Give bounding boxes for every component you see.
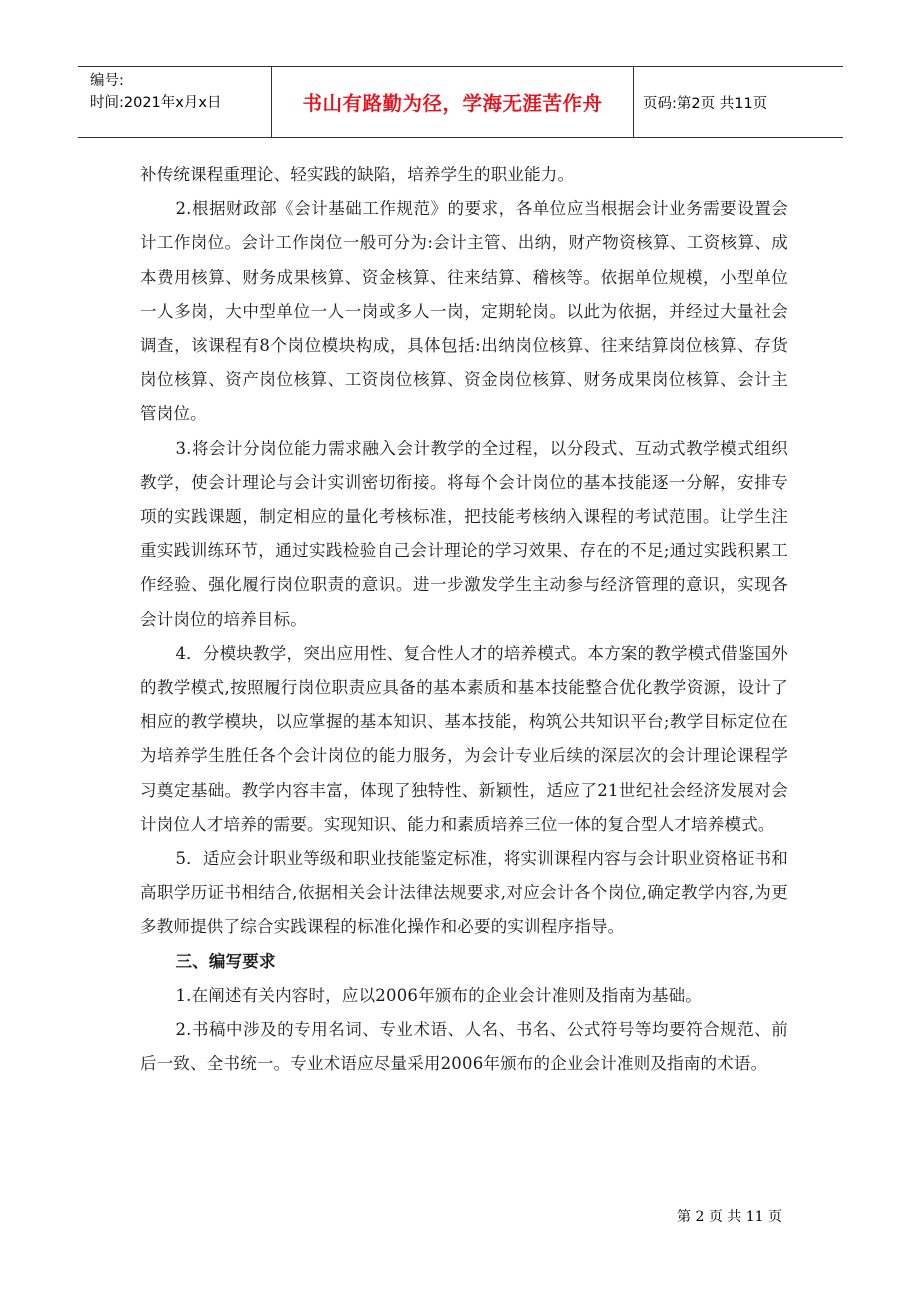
header-meta <box>78 67 272 137</box>
page-header <box>78 66 843 138</box>
document-body <box>140 158 788 1081</box>
paragraph: 2.根据财政部《会计基础工作规范》的要求，各单位应当根据会计业务需要设置会计工作岗位。会计工作岗位一般可分为:会计主管、出纳，财产物资核算、工资核算、成本费用核算、财务成果核算、资金核算、往来结算、稽核等。依据单位规模，小型单位一人多岗，大中型单位一人一岗或多人一岗，定期轮岗。以此为依据，并经过大量社会调查，该课程有8个岗位模块构成，具体包括:出纳岗位核算、往来结算岗位核算、存货岗位核算、资产岗位核算、工资岗位核算、资金岗位核算、财务成果岗位核算、会计主管岗位。 <box>140 199 788 424</box>
paragraph: 5．适应会计职业等级和职业技能鉴定标准，将实训课程内容与会计职业资格证书和高职学历证书相结合,依据相关会计法律法规要求,对应会计各个岗位,确定教学内容,为更多教师提供了综合实践课程的标准化操作和必要的实训程序指导。 <box>140 849 788 937</box>
header-motto: 书山有路勤为径，学海无涯苦作舟 <box>272 67 634 137</box>
paragraph: 4．分模块教学，突出应用性、复合性人才的培养模式。本方案的教学模式借鉴国外的教学模式,按照履行岗位职责应具备的基本素质和基本技能整合优化教学资源，设计了相应的教学模块，以应掌握的基本知识、基本技能，构筑公共知识平台;教学目标定位在为培养学生胜任各个会计岗位的能力服务，为会计专业后续的深层次的会计理论课程学习奠定基础。教学内容丰富，体现了独特性、新颖性，适应了21世纪社会经济发展对会计岗位人才培养的需要。实现知识、能力和素质培养三位一体的复合型人才培养模式。 <box>140 643 788 834</box>
time-label: 时间:2021年x月x日 <box>90 95 222 111</box>
serial-label: 编号: <box>90 73 124 89</box>
paragraph: 补传统课程重理论、轻实践的缺陷，培养学生的职业能力。 <box>140 165 575 184</box>
requirement-item: 1.在阐述有关内容时，应以2006年颁布的企业会计准则及指南为基础。 <box>175 985 703 1005</box>
header-page-info: 页码:第2页 共11页 <box>643 95 768 112</box>
section-heading: 三、编写要求 <box>175 951 276 971</box>
requirement-item: 2.书稿中涉及的专用名词、专业术语、人名、书名、公式符号等均要符合规范、前后一致、全书统一。专业术语应尽量采用2006年颁布的企业会计准则及指南的术语。 <box>140 1020 788 1074</box>
paragraph: 3.将会计分岗位能力需求融入会计教学的全过程，以分段式、互动式教学模式组织教学，使会计理论与会计实训密切衔接。将每个会计岗位的基本技能逐一分解，安排专项的实践课题，制定相应的量化考核标准，把技能考核纳入课程的考试范围。让学生注重实践训练环节，通过实践检验自己会计理论的学习效果、存在的不足;通过实践积累工作经验、强化履行岗位职责的意识。进一步激发学生主动参与经济管理的意识，实现各会计岗位的培养目标。 <box>140 438 788 629</box>
page-footer: 第 2 页 共 11 页 <box>677 1209 782 1225</box>
